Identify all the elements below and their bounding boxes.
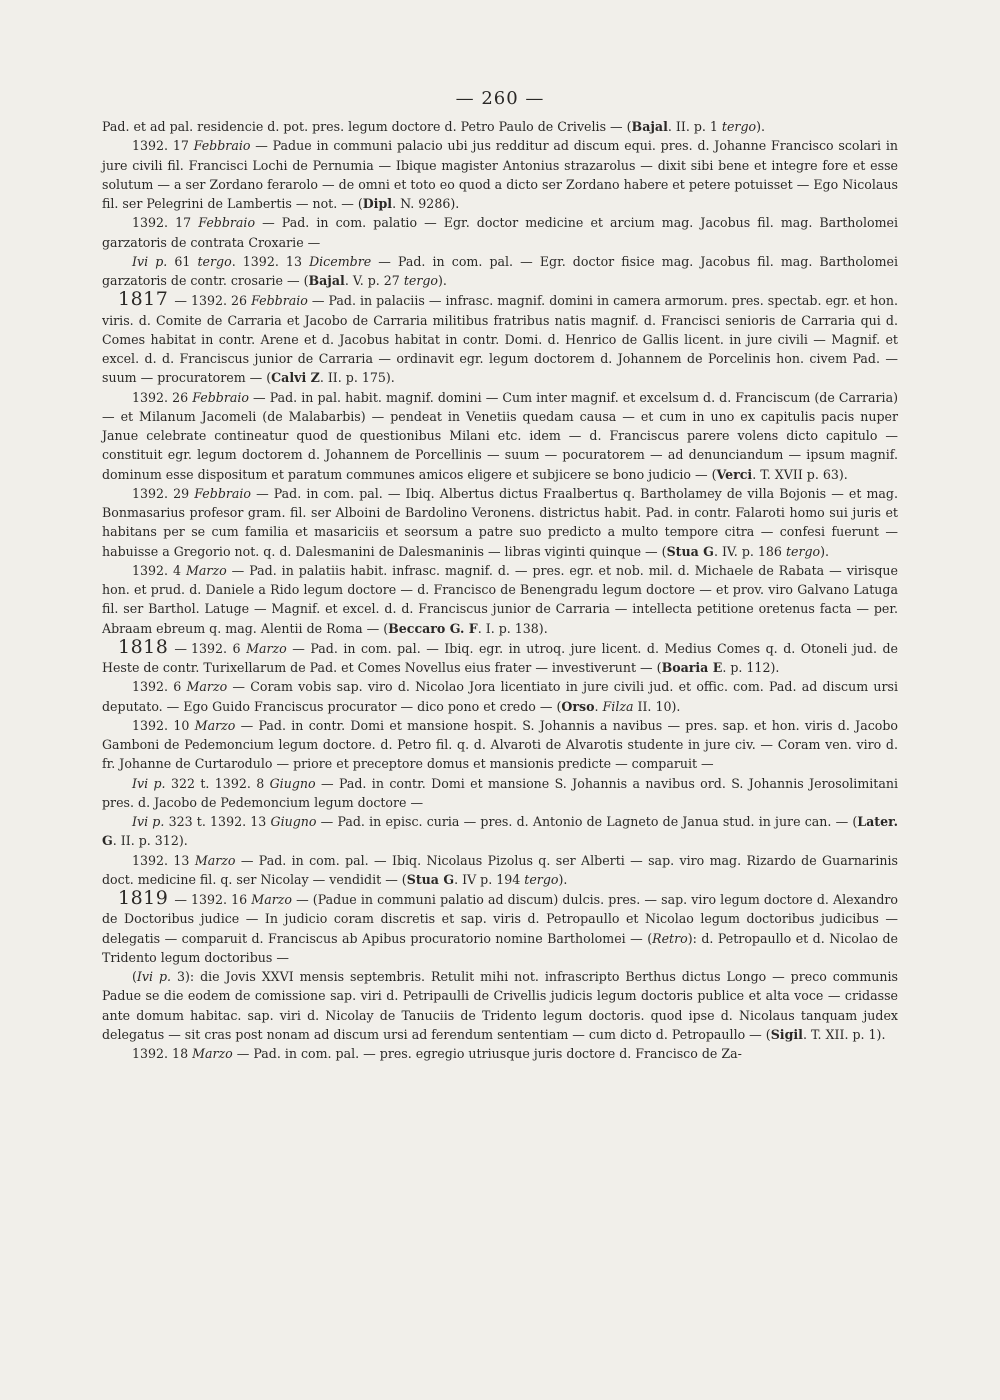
paragraph-text: Ivi p. 323 t. 1392. 13 Giugno — Pad. in episc. curia — pres. d. Antonio de Lagneto de Janua stud. in jure can. — (Later. G. II. p. 312).	[102, 814, 898, 849]
entry-dash: —	[174, 293, 187, 309]
document-number: 1817	[118, 288, 169, 311]
paragraph-text: 1392. 17 Febbraio — Padue in communi palacio ubi jus redditur ad discum equi. pres. d. Johanne Francisco scolari in jure civili fil. Francisci Lochi de Pernumia — Ibique magister Antonius strazarolus — dixit sibi bene et integre fore et esse solutum — a ser Zordano ferarolo — de omni et toto eo quod a dicto ser Zordano habere et petere potuisset — Ego Nicolaus fil. ser Pelegrini de Lambertis — not. — (Dipl. N. 9286).	[102, 138, 898, 211]
paragraph-text: (Ivi p. 3): die Jovis XXVI mensis septembris. Retulit mihi not. infrascripto Berthus dictus Longo — preco communis Padue se die eodem de comissione sap. viri d. Petripaulli de Crivellis judicis legum doctoris publice et alta voce — cridasse ante domum habitac. sap. viri d. Nicolay de Tanuciis de Tridento legum doctoris. quod ipse d. Nicolaus tanquam judex delegatus — sit cras post nonam ad discum ursi ad ferendum sententiam — cum dicto d. Petropaullo — (Sigil. T. XII. p. 1).	[102, 969, 898, 1042]
paragraph-text: 1392. 6 Marzo — Coram vobis sap. viro d. Nicolao Jora licentiato in jure civili jud. et offic. com. Pad. ad discum ursi deputato. — Ego Guido Franciscus procurator — dico pono et credo — (Orso. Filza II. 10).	[102, 679, 899, 714]
paragraph-text: 1392. 6 Marzo — Pad. in com. pal. — Ibiq. egr. in utroq. jure licent. d. Medius Comes q. d. Otoneli jud. de Heste de contr. Turixellarum de Pad. et Comes Novellus eius frater — investiverunt — (Boaria E. p. 112).	[102, 640, 898, 675]
document-entry	[102, 290, 898, 387]
paragraph	[102, 484, 898, 561]
paragraph	[102, 117, 898, 136]
paragraph	[102, 1044, 898, 1063]
paragraph-text: 1392. 18 Marzo — Pad. in com. pal. — pres. egregio utriusque juris doctore d. Francisco de Za-	[132, 1046, 742, 1061]
entry-dash: —	[174, 640, 187, 656]
paragraph	[102, 561, 898, 638]
paragraph	[102, 213, 898, 252]
paragraph	[102, 677, 898, 716]
paragraph-text: 1392. 26 Febbraio — Pad. in palaciis — infrasc. magnif. domini in camera armorum. pres. spectab. egr. et hon. viris. d. Comite de Carraria et Jacobo de Carraria militibus fratribus natis magnif. d. Francisci senioris de Carraria qui d. Comes habitat in contr. Arene et d. Jacobus habitat in contr. Domi. d. Henrico de Gallis licent. in jure civili — Magnif. et excel. d. d. Franciscus junior de Carraria — ordinavit egr. legum doctorem d. Johannem de Porcelinis hon. civem Pad. — suum — procuratorem — (Calvi Z. II. p. 175).	[102, 293, 898, 386]
document-number: 1819	[118, 887, 169, 909]
paragraph-text: 1392. 10 Marzo — Pad. in contr. Domi et mansione hospit. S. Johannis a navibus — pres. sap. et hon. viris d. Jacobo Gamboni de Pedemoncium legum doctore. d. Petro fil. q. d. Alvaroti de Alvarotis studente in jure civ. — Coram ven. viro d. fr. Johanne de Curtarodulo — priore et preceptore domus et mansionis predicte — comparuit —	[102, 717, 899, 772]
paragraph	[102, 774, 898, 813]
paragraph	[102, 388, 898, 484]
paragraph	[102, 851, 898, 890]
paragraph-text: 1392. 17 Febbraio — Pad. in com. palatio — Egr. doctor medicine et arcium mag. Jacobus fil. mag. Bartholomei garzatoris de contrata Croxarie —	[102, 215, 898, 250]
document-number: 1818	[118, 635, 169, 658]
paragraph-text: 1392. 29 Febbraio — Pad. in com. pal. — Ibiq. Albertus dictus Fraalbertus q. Bartholamey de villa Bojonis — et mag. Bonmasarius profesor gram. fil. ser Alboini de Bardolino Veronens. districtus habit. Pad. in contr. Falaroti homo sui juris et habitans per se cum familia et masariciis et seorsum a patre suo predicto a multo tempore citra — confesi fuerunt — habuisse a Gregorio not. q. d. Dalesmanini de Dalesmaninis — libras viginti quinque — (Stua G. IV. p. 186 tergo).	[102, 485, 898, 559]
document-body	[102, 117, 898, 1063]
paragraph-text: 1392. 26 Febbraio — Pad. in pal. habit. magnif. domini — Cum inter magnif. et excelsum d. d. Franciscum (de Carraria) — et Milanum Jacomeli (de Malabarbis) — pendeat in Venetiis quedam causa — et cum in uno ex capitulis pacis nuper Janue celebrate contineatur quod de questionibus Milani etc. idem — d. Franciscus parere volens dicto capitulo — constituit egr. legum doctorem d. Johannem de Porcellinis — suum — pocuratorem — ad denunciandum — ipsum magnif. dominum esse dispositum et paratum communes amicos eligere et subjicere se bono judicio — (Verci. T. XVII p. 63).	[102, 389, 899, 482]
paragraph-text: 1392. 13 Marzo — Pad. in com. pal. — Ibiq. Nicolaus Pizolus q. ser Alberti — sap. viro mag. Rizardo de Guarnarinis doct. medicine fil. q. ser Nicolay — vendidit — (Stua G. IV p. 194 tergo).	[102, 852, 898, 887]
entry-dash: —	[174, 892, 187, 907]
paragraph	[102, 967, 898, 1044]
paragraph	[102, 136, 898, 213]
paragraph-text: 1392. 16 Marzo — (Padue in communi palatio ad discum) dulcis. pres. — sap. viro legum doctore d. Alexandro de Doctoribus judice — In judicio coram discretis et sap. viris d. Petropaullo et Nicolao legum doctoribus judicibus — delegatis — comparuit d. Franciscus ab Apibus procuratorio nomine Bartholomei — (Retro): d. Petropaullo et d. Nicolao de Tridento legum doctoribus —	[102, 892, 898, 965]
paragraph	[102, 812, 898, 851]
document-entry	[102, 635, 898, 678]
paragraph-text: Ivi p. 61 tergo. 1392. 13 Dicembre — Pad. in com. pal. — Egr. doctor fisice mag. Jacobus fil. mag. Bartholomei garzatoris de contr. crosarie — (Bajal. V. p. 27 tergo).	[102, 253, 898, 288]
paragraph	[102, 716, 898, 774]
page-number: — 260 —	[455, 88, 545, 109]
document-entry	[102, 889, 898, 967]
paragraph	[102, 252, 898, 291]
paragraph-text: 1392. 4 Marzo — Pad. in palatiis habit. infrasc. magnif. d. — pres. egr. et nob. mil. d. Michaele de Rabata — virisque hon. et prud. d. Daniele a Rido legum doctore — d. Francisco de Benengradu legum doctore — et prov. viro Galvano Latuga fil. ser Barthol. Latuge — Magnif. et excel. d. d. Franciscus junior de Carraria — intellecta petitione oretenus facta — per. Abraam ebreum q. mag. Alentii de Roma — (Beccaro G. F. I. p. 138).	[102, 562, 898, 636]
paragraph-text: Pad. et ad pal. residencie d. pot. pres. legum doctore d. Petro Paulo de Crivelis — (Bajal. II. p. 1 tergo).	[102, 119, 766, 134]
paragraph-text: Ivi p. 322 t. 1392. 8 Giugno — Pad. in contr. Domi et mansione S. Johannis a navibus ord. S. Johannis Jerosolimitani pres. d. Jacobo de Pedemoncium legum doctore —	[102, 775, 899, 810]
